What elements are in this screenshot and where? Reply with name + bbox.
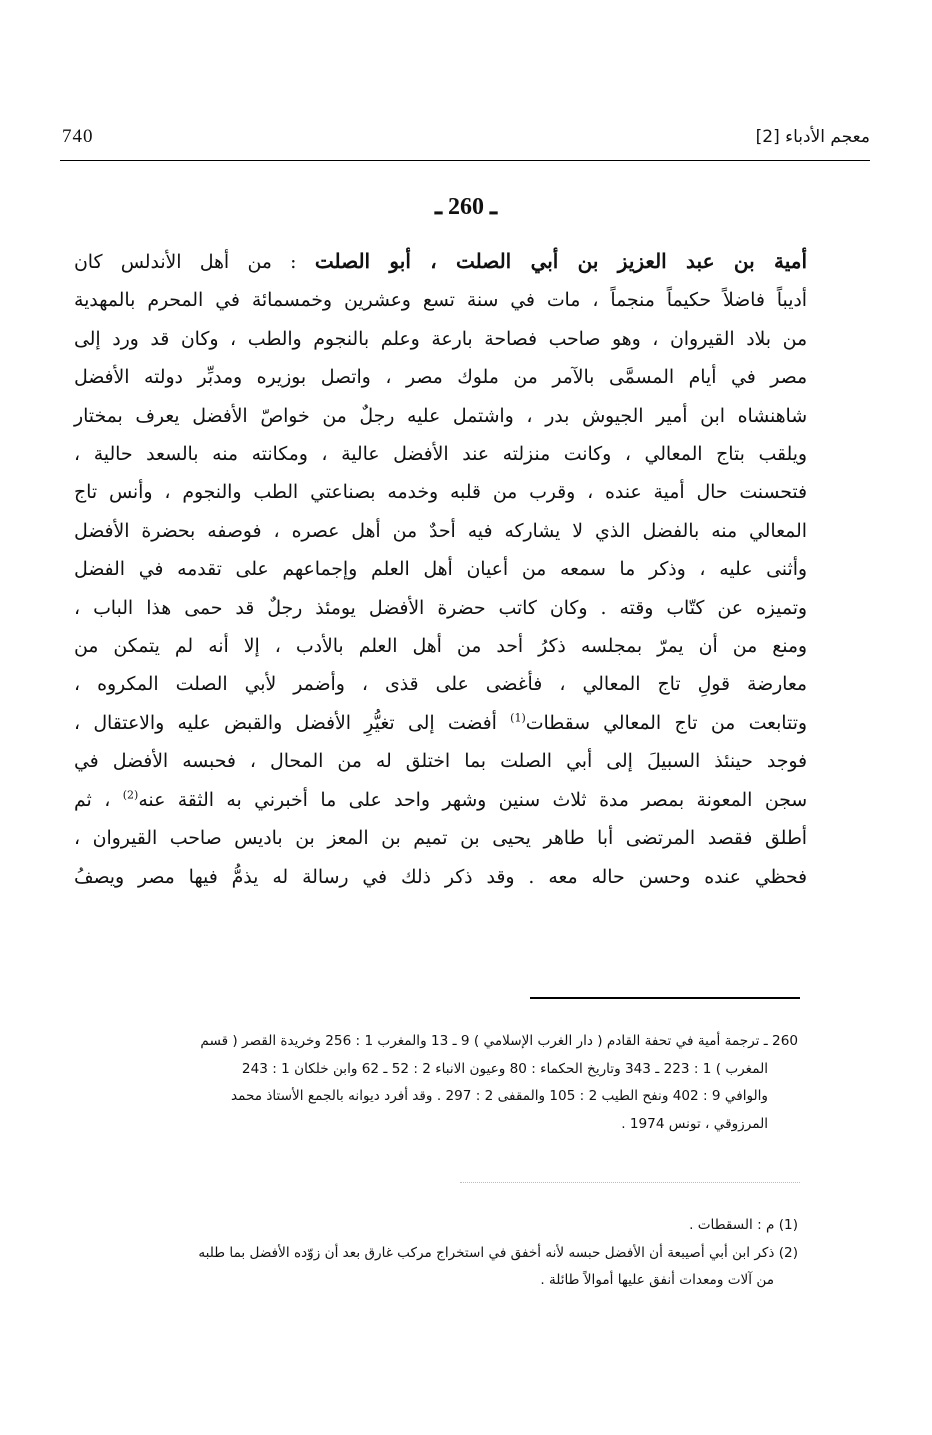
body-line: فحظي عنده وحسن حاله معه . وقد ذكر ذلك في رسالة له يذمُّ فيها مصر ويصفُ: [74, 866, 807, 888]
entry-lead-name: أمية بن عبد العزيز بن أبي الصلت ، أبو الصلت: [314, 249, 807, 273]
body-line: شاهنشاه ابن أمير الجيوش بدر ، واشتمل عليه رجلٌ من خواصّ الأفضل يعرف بمختار: [74, 405, 807, 427]
body-line: مصر في أيام المسمَّى بالآمر من ملوك مصر ، واتصل بوزيره ومدبِّر دولته الأفضل: [74, 367, 807, 389]
note-line: المرزوقي ، تونس 1974 .: [621, 1115, 768, 1132]
note-line: المغرب ) 1 : 223 ـ 343 وتاريخ الحكماء : 80 وعيون الانباء 2 : 52 ـ 62 وابن خلكان 1 : 243: [241, 1060, 768, 1077]
body-line: فتحسنت حال أمية عنده ، وقرب من قلبه وخدمه بصناعتي الطب والنجوم ، وأنس تاج: [74, 482, 807, 504]
body-line: وتميزه عن كتّاب وقته . وكان كاتب حضرة الأفضل يومئذ رجلٌ قد حمى هذا الباب ،: [74, 597, 807, 619]
body-line: وأثنى عليه ، وذكر ما سمعه من أعيان أهل العلم وإجماعهم على تقدمه في الفضل: [74, 559, 807, 581]
body-line: فوجد حينئذ السبيلَ إلى أبي الصلت بما اختلق له من المحال ، فحبسه الأفضل في: [74, 751, 808, 773]
footnotes: [74, 1212, 798, 1295]
note-line: 260 ـ ترجمة أمية في تحفة القادم ( دار الغرب الإسلامي ) 9 ـ 13 والمغرب 1 : 256 وخريدة القصر ( قسم: [200, 1033, 798, 1049]
footnote-1: (1) م : السقطات .: [689, 1217, 798, 1233]
body-line: من بلاد القيروان ، وهو صاحب فصاحة بارعة وعلم بالنجوم والطب ، وكان قد ورد إلى: [74, 328, 807, 350]
body-line: وتتابعت من تاج المعالي سقطات$^{(1)}$ أفضت إلى تغيُّرِ الأفضل والقبض عليه والاعتقال ،: [74, 711, 807, 734]
body-line: المعالي منه بالفضل الذي لا يشاركه فيه أحدٌ من أهل عصره ، فوصفه بحضرة الأفضل: [74, 520, 807, 542]
header-rule: [60, 160, 870, 161]
footnote-2-continued: من آلات ومعدات أنفق عليها أموالاً طائلة .: [540, 1272, 774, 1288]
body-line: معارضة قولِ تاج المعالي ، فأغضى على قذى ، وأضمر لأبي الصلت المكروه ،: [74, 674, 807, 696]
body-line: أطلق فقصد المرتضى أبا طاهر يحيى بن تميم بن المعز بن باديس صاحب القيروان ،: [74, 828, 807, 850]
body-line: أديباً فاضلاً حكيماً منجماً ، مات في سنة تسع وعشرين وخمسمائة في المحرم بالمهدية: [74, 290, 807, 312]
footnote-ref-1[interactable]: (1): [510, 711, 526, 725]
book-title: معجم الأدباء [2]: [755, 127, 870, 147]
footnote-separator: [460, 1182, 800, 1183]
body-line: أمية بن عبد العزيز بن أبي الصلت ، أبو الصلت : من أهل الأندلس كان: [74, 249, 807, 273]
footnote-2: (2) ذكر ابن أبي أصيبعة أن الأفضل حبسه لأنه أخفق في استخراج مركب غارق بعد أن زوّده الأفضل بما طلبه: [198, 1244, 798, 1261]
running-head: [62, 122, 870, 152]
entry-number: ـ 260 ـ: [434, 194, 498, 220]
body-line: ويلقب بتاج المعالي ، وكانت منزلته عند الأفضل عالية ، ومكانته منه بالسعد حالية ،: [74, 444, 808, 466]
footnote-ref-2[interactable]: (2): [122, 788, 139, 802]
page-number: 740: [62, 126, 94, 147]
body-line: ومنع من أن يمرّ بمجلسه ذكرُ أحد من أهل العلم بالأدب ، إلا أنه لم يتمكن من: [74, 636, 807, 658]
entry-body: [74, 242, 807, 897]
source-notes: [74, 1028, 798, 1138]
notes-separator-rule: [530, 997, 800, 999]
body-line: سجن المعونة بمصر مدة ثلاث سنين وشهر واحد على ما أخبرني به الثقة عنه$^{(2)}$ ، ثم: [74, 788, 808, 811]
note-line: والوافي 9 : 402 ونفح الطيب 2 : 105 والمقفى 2 : 297 . وقد أفرد ديوانه بالجمع الأستاذ محمد: [230, 1088, 768, 1104]
